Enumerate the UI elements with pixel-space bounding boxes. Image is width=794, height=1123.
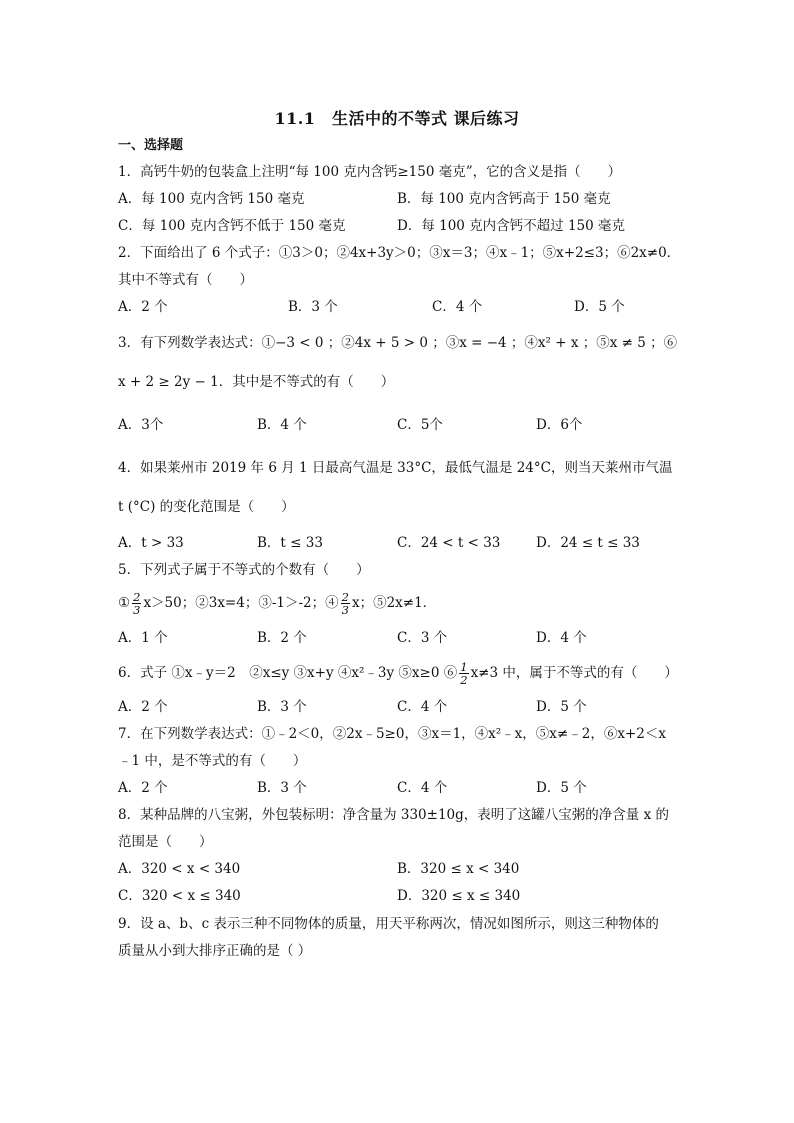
fraction-one-half	[459, 661, 468, 686]
q9-stem-cont: 质量从小到大排序正确的是（ ）	[118, 943, 312, 959]
q4-stem: 4．如果莱州市 2019 年 6 月 1 日最高气温是 33°C，最低气温是 24°C，则当天莱州市气温	[118, 460, 673, 476]
q6-option-c: C．4 个	[397, 699, 448, 715]
q6-option-a: A．2 个	[118, 699, 168, 715]
q2-option-b: B．3 个	[288, 299, 338, 315]
q7-option-d: D．5 个	[536, 780, 587, 796]
q6-stem	[118, 658, 678, 688]
fraction-numerator: 2	[341, 590, 349, 604]
q6-stem-post: x≠3 中，属于不等式的有（ ）	[470, 665, 678, 681]
q4-option-a: A．t > 33	[118, 535, 184, 551]
fraction-two-thirds	[132, 591, 141, 616]
q3-option-c: C．5个	[397, 417, 443, 433]
q2-option-d: D．5 个	[574, 299, 625, 315]
q7-stem-cont: ﹣1 中，是不等式的有（ ）	[118, 753, 307, 769]
q1-option-a: A．每 100 克内含钙 150 毫克	[118, 191, 305, 207]
q8-stem: 8．某种品牌的八宝粥，外包装标明：净含量为 330±10g，表明了这罐八宝粥的净含量 x 的	[118, 807, 669, 823]
q4-option-b: B．t ≤ 33	[257, 535, 323, 551]
q7-option-c: C．4 个	[397, 780, 448, 796]
fraction-denominator: 3	[133, 603, 141, 617]
fraction-two-thirds-2	[341, 591, 350, 616]
q2-option-c: C．4 个	[432, 299, 483, 315]
q8-option-a: A．320 < x < 340	[118, 861, 241, 877]
q2-stem-cont: 其中不等式有（ ）	[118, 272, 253, 288]
q1-option-c: C．每 100 克内含钙不低于 150 毫克	[118, 218, 346, 234]
q4-option-c: C．24 < t < 33	[397, 535, 501, 551]
q5-stem: 5．下列式子属于不等式的个数有（ ）	[118, 562, 370, 578]
q1-option-d: D．每 100 克内含钙不超过 150 毫克	[397, 218, 626, 234]
q8-option-b: B．320 ≤ x < 340	[397, 861, 520, 877]
q4-stem-cont: t (°C) 的变化范围是（ ）	[118, 499, 295, 515]
q3-option-d: D．6个	[536, 417, 583, 433]
q3-option-b: B．4 个	[257, 417, 307, 433]
q2-option-a: A．2 个	[118, 299, 168, 315]
q5-option-d: D．4 个	[536, 630, 587, 646]
page-title: 11.1 生活中的不等式 课后练习	[274, 109, 520, 128]
q3-stem: 3．有下列数学表达式：①−3 < 0 ；②4x + 5 > 0 ；③x = −4 ；④x² + x ；⑤x ≠ 5 ；⑥	[118, 335, 678, 351]
q5-expressions	[118, 588, 436, 618]
fraction-denominator: 2	[460, 673, 468, 687]
section-heading: 一、选择题	[118, 138, 184, 153]
q8-option-d: D．320 ≤ x ≤ 340	[397, 888, 521, 904]
q7-option-b: B．3 个	[257, 780, 307, 796]
fraction-numerator: 2	[133, 590, 141, 604]
q3-stem-cont: x + 2 ≥ 2y − 1．其中是不等式的有（ ）	[118, 374, 395, 390]
q8-stem-cont: 范围是（ ）	[118, 834, 213, 850]
q3-option-a: A．3个	[118, 417, 164, 433]
q6-stem-pre: 6．式子 ①x﹣y＝2 ②x≤y ③x+y ④x²﹣3y ⑤x≥0 ⑥	[118, 665, 458, 681]
fraction-denominator: 3	[341, 603, 349, 617]
fraction-numerator: 1	[460, 660, 468, 674]
q6-option-d: D．5 个	[536, 699, 587, 715]
q4-option-d: D．24 ≤ t ≤ 33	[536, 535, 640, 551]
q1-option-b: B．每 100 克内含钙高于 150 毫克	[397, 191, 611, 207]
q5-expr-pre: ①	[118, 595, 131, 611]
q7-option-a: A．2 个	[118, 780, 168, 796]
q2-stem: 2．下面给出了 6 个式子：①3＞0；②4x+3y＞0；③x＝3；④x﹣1；⑤x+2≤3；⑥2x≠0．	[118, 245, 681, 261]
q8-option-c: C．320 < x ≤ 340	[118, 888, 241, 904]
q6-option-b: B．3 个	[257, 699, 307, 715]
q5-expr-mid: x＞50；②3x=4；③-1＞-2；④	[143, 595, 339, 611]
q5-option-b: B．2 个	[257, 630, 307, 646]
q7-stem: 7．在下列数学表达式：①﹣2＜0，②2x﹣5≥0，③x＝1，④x²﹣x，⑤x≠﹣2，⑥x+2＜x	[118, 726, 666, 742]
q5-option-a: A．1 个	[118, 630, 168, 646]
q1-stem: 1．高钙牛奶的包装盒上注明“每 100 克内含钙≥150 毫克”，它的含义是指（ ）	[118, 164, 622, 180]
q5-expr-post: x；⑤2x≠1．	[351, 595, 437, 611]
q5-option-c: C．3 个	[397, 630, 448, 646]
q9-stem: 9．设 a、b、c 表示三种不同物体的质量，用天平称两次，情况如图所示，则这三种物体的	[118, 916, 659, 932]
